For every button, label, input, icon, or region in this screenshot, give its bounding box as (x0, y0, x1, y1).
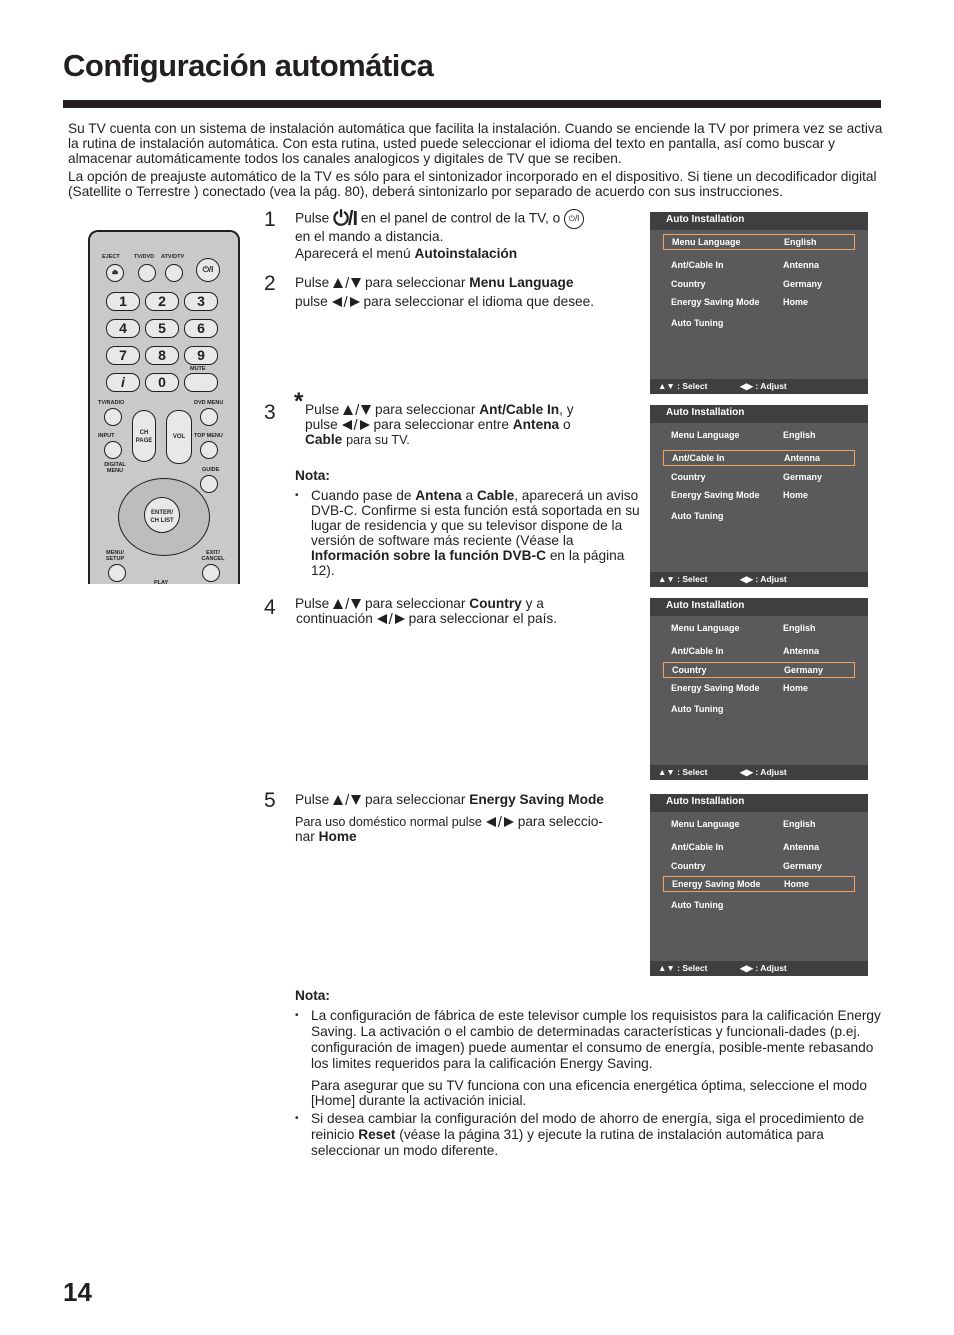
up-arrow-icon (343, 405, 353, 415)
down-arrow-icon (361, 405, 371, 415)
menu-row-value: Home (783, 683, 809, 693)
step-4-line-1: Pulse / para seleccionar Country y a (295, 595, 544, 613)
menu-row-label: Country (672, 665, 707, 675)
adjust-hint: ◀▶ : Adjust (740, 963, 787, 973)
tvdvd-label: TV/DVD (134, 254, 155, 260)
menu-row-label: Menu Language (672, 237, 741, 247)
page-number: 14 (63, 1277, 92, 1307)
menu-row[interactable] (663, 469, 855, 485)
menu-row[interactable] (663, 234, 855, 250)
menu-row[interactable] (663, 897, 855, 913)
topmenu-button[interactable] (200, 441, 218, 459)
menu-row-label: Ant/Cable In (671, 646, 724, 656)
menu-setup-label: MENU/ SETUP (105, 550, 125, 562)
down-arrow-icon (351, 795, 361, 805)
remote-power-button[interactable] (196, 258, 220, 282)
menu-title: Auto Installation (666, 214, 745, 225)
nota-1-bullet: • Cuando pase de Antena a Cable, aparecerá un aviso DVB-C. Confirme si esta función está soportada en su lugar de residencia y que su televisor dispone de la versión de software más reciente (Véase la Información sobre la función DVB-C en la página 12). (295, 488, 640, 578)
menu-row-label: Auto Tuning (671, 900, 724, 910)
menu-row-label: Menu Language (671, 430, 740, 440)
nota-2-title: Nota: (295, 988, 330, 1003)
menu-title: Auto Installation (666, 600, 745, 611)
num-button-7[interactable]: 7 (106, 346, 140, 365)
step-5-line-3: nar Home (295, 829, 357, 844)
left-arrow-icon (342, 420, 352, 430)
step-1-result: Aparecerá el menú Autoinstalación (295, 246, 518, 261)
step-2-line-1: Pulse / para seleccionar Menu Language (295, 274, 574, 292)
menu-row[interactable] (663, 508, 855, 524)
menu-row-label: Country (671, 861, 706, 871)
menu-footer (650, 572, 868, 587)
menu-row-label: Energy Saving Mode (671, 683, 760, 693)
menu-row-value: English (783, 623, 816, 633)
right-arrow-icon (350, 297, 360, 307)
menu-row-value: Antenna (783, 646, 819, 656)
chlist-label: CH LIST (150, 518, 174, 524)
num-button-6[interactable]: 6 (184, 319, 218, 338)
menu-header (650, 794, 868, 812)
menu-row[interactable] (663, 620, 855, 636)
dvdmenu-button[interactable] (200, 408, 218, 426)
left-arrow-icon (486, 817, 496, 827)
info-button[interactable]: i (106, 373, 140, 392)
menu-row-label: Energy Saving Mode (672, 879, 761, 889)
adjust-hint: ◀▶ : Adjust (740, 767, 787, 777)
menu-row-label: Auto Tuning (671, 704, 724, 714)
step-4-number: 4 (264, 596, 276, 619)
up-arrow-icon (333, 278, 343, 288)
topmenu-label: TOP MENU (194, 433, 223, 439)
menu-row[interactable] (663, 680, 855, 696)
nota-2-bullet-1: • La configuración de fábrica de este televisor cumple los requisistos para la calificación Energy Saving. La activación o el cambio de determinadas características y funcionali-dades (p.ej. configuración de imagen) puede aumentar el consumo de energía, posible-mente rebasando los limites requeridos para la calificación Energy Saving. (295, 1008, 881, 1071)
play-label: PLAY (154, 580, 169, 584)
menu-row-label: Country (671, 279, 706, 289)
menu-row-label: Ant/Cable In (671, 842, 724, 852)
right-arrow-icon (395, 614, 405, 624)
right-arrow-icon (504, 817, 514, 827)
ch-page-label: CH PAGE (135, 430, 153, 444)
step-1-text: Pulse ⏻/I en el panel de control de la TV, o ⏻/I en el mando a distancia. (295, 209, 584, 244)
bullet-dot: • (295, 1113, 299, 1124)
bullet-dot: • (295, 1010, 299, 1021)
menu-row-value: Germany (783, 861, 823, 871)
intro-paragraph-2: La opción de preajuste automático de la TV es sólo para el sintonizador incorporado en el dispositivo. Si tiene un decodificador digital (Satellite o Terrestre ) conectado (vea la pág. 80), deberá sintonizarlo por separado de acuerdo con sus instrucciones. (68, 169, 877, 199)
input-button[interactable] (104, 441, 122, 459)
menu-row[interactable] (663, 294, 855, 310)
guide-button[interactable] (200, 475, 218, 493)
digital-menu-label: DIGITAL MENU (104, 462, 126, 474)
eject-button[interactable] (106, 264, 124, 282)
menu-row-label: Auto Tuning (671, 318, 724, 328)
menu-row[interactable] (663, 701, 855, 717)
menu-row-value: Home (784, 879, 810, 889)
input-label: INPUT (98, 433, 115, 439)
menu-screen-1 (650, 212, 868, 394)
eject-label: EJECT (102, 254, 120, 260)
menu-row[interactable] (663, 276, 855, 292)
menu-row[interactable] (663, 876, 855, 892)
menu-row-value: English (783, 430, 816, 440)
menu-row[interactable] (663, 662, 855, 678)
menu-screen-3 (650, 598, 868, 780)
adjust-hint: ◀▶ : Adjust (740, 381, 787, 391)
volume-rocker[interactable] (166, 410, 192, 464)
menu-row-label: Menu Language (671, 623, 740, 633)
enter-label: ENTER/ (150, 510, 173, 516)
num-button-1[interactable]: 1 (106, 292, 140, 311)
menu-row-label: Auto Tuning (671, 511, 724, 521)
mute-button[interactable] (184, 373, 218, 392)
step-2-line-2: pulse / para seleccionar el idioma que desee. (295, 293, 595, 311)
menu-title: Auto Installation (666, 796, 745, 807)
tvradio-label: TV/RADIO (98, 400, 125, 406)
step-3-asterisk: * (294, 388, 304, 415)
up-arrow-icon (333, 795, 343, 805)
menu-row[interactable] (663, 487, 855, 503)
menu-row[interactable] (663, 643, 855, 659)
mute-label: MUTE (190, 366, 206, 372)
num-button-8[interactable]: 8 (145, 346, 179, 365)
dvdmenu-label: DVD MENU (194, 400, 224, 406)
menu-header (650, 598, 868, 616)
enter-button[interactable] (144, 497, 180, 533)
atvdtv-label: ATV/DTV (161, 254, 185, 260)
select-hint: ▲▼ : Select (658, 767, 708, 777)
menu-row[interactable] (663, 427, 855, 443)
step-3-line-3: Cable para su TV. (305, 432, 410, 447)
nota-2-paragraph: Para asegurar que su TV funciona con una eficencia energética óptima, seleccione el modo [Home] durante la activación inicial. (311, 1078, 867, 1108)
menu-row-value: Antenna (783, 260, 819, 270)
menu-row[interactable] (663, 816, 855, 832)
left-arrow-icon (377, 614, 387, 624)
num-button-4[interactable]: 4 (106, 319, 140, 338)
menu-header (650, 405, 868, 423)
menu-row-value: English (784, 237, 817, 247)
menu-setup-button[interactable] (108, 564, 126, 582)
menu-row-label: Ant/Cable In (671, 260, 724, 270)
menu-row-value: Germany (784, 665, 824, 675)
exit-cancel-button[interactable] (202, 564, 220, 582)
power-icon: ⏻/I (202, 265, 214, 274)
menu-row[interactable] (663, 315, 855, 331)
menu-row-label: Energy Saving Mode (671, 490, 760, 500)
tvdvd-button[interactable] (138, 264, 156, 282)
eject-icon: ⏏ (111, 269, 119, 276)
step-3-line-1: Pulse / para seleccionar Ant/Cable In, y (305, 401, 574, 419)
num-button-0[interactable]: 0 (145, 373, 179, 392)
select-hint: ▲▼ : Select (658, 574, 708, 584)
step-3-number: 3 (264, 401, 276, 424)
tvradio-button[interactable] (104, 408, 122, 426)
num-button-9[interactable]: 9 (184, 346, 218, 365)
intro-paragraph-1: Su TV cuenta con un sistema de instalación automática que facilita la instalación. Cuando se enciende la TV por primera vez se activa la rutina de instalación automática. Con esta rutina, usted puede seleccionar el idioma del texto en pantalla, así como buscar y almacenar automáticamente todos los canales analogicos y digitales de TV que se reciben. (68, 121, 883, 166)
step-5-number: 5 (264, 789, 276, 812)
remote-control (88, 230, 240, 584)
bullet-dot: • (295, 490, 299, 501)
menu-row-value: Germany (783, 279, 823, 289)
menu-screen-2 (650, 405, 868, 587)
menu-row[interactable] (663, 839, 855, 855)
step-5-line-1: Pulse / para seleccionar Energy Saving Mode (295, 791, 604, 809)
menu-row-label: Ant/Cable In (672, 453, 725, 463)
menu-row-label: Menu Language (671, 819, 740, 829)
menu-row-value: Antenna (783, 842, 819, 852)
menu-row-label: Country (671, 472, 706, 482)
num-button-2[interactable]: 2 (145, 292, 179, 311)
menu-row-value: Home (783, 297, 809, 307)
step-3-line-2: pulse / para seleccionar entre Antena o (305, 416, 571, 434)
remote-power-icon: ⏻/I (564, 209, 584, 229)
menu-title: Auto Installation (666, 407, 745, 418)
num-button-3[interactable]: 3 (184, 292, 218, 311)
power-icon: ⏻/I (333, 207, 357, 230)
menu-row-label: Energy Saving Mode (671, 297, 760, 307)
step-2-number: 2 (264, 272, 276, 295)
vol-label: VOL (172, 434, 186, 440)
atvdtv-button[interactable] (165, 264, 183, 282)
left-arrow-icon (332, 297, 342, 307)
down-arrow-icon (351, 599, 361, 609)
select-hint: ▲▼ : Select (658, 381, 708, 391)
nota-2-bullet-2: • Si desea cambiar la configuración del modo de ahorro de energía, siga el procedimiento de reinicio Reset (véase la página 31) y ejecute la rutina de instalación automática para seleccionar un modo diferente. (295, 1111, 865, 1158)
menu-row-value: Antenna (784, 453, 820, 463)
nota-1-title: Nota: (295, 468, 330, 483)
guide-label: GUIDE (202, 467, 220, 473)
adjust-hint: ◀▶ : Adjust (740, 574, 787, 584)
menu-screen-4 (650, 794, 868, 976)
menu-row[interactable] (663, 257, 855, 273)
menu-row[interactable] (663, 450, 855, 466)
menu-header (650, 212, 868, 230)
menu-row-value: Germany (783, 472, 823, 482)
menu-row-value: English (783, 819, 816, 829)
menu-footer (650, 961, 868, 976)
up-arrow-icon (333, 599, 343, 609)
select-hint: ▲▼ : Select (658, 963, 708, 973)
menu-footer (650, 765, 868, 780)
navigation-pad[interactable] (118, 478, 210, 556)
menu-row[interactable] (663, 858, 855, 874)
step-4-line-2: continuación / para seleccionar el país. (296, 610, 558, 628)
title-rule (63, 100, 881, 108)
step-1-number: 1 (264, 208, 276, 231)
down-arrow-icon (351, 278, 361, 288)
page-title: Configuración automática (63, 48, 434, 83)
menu-row-value: Home (783, 490, 809, 500)
right-arrow-icon (360, 420, 370, 430)
step-5-line-2: Para uso doméstico normal pulse / para seleccio- (295, 813, 603, 831)
exit-cancel-label: EXIT/ CANCEL (201, 550, 225, 562)
ch-page-rocker[interactable] (132, 410, 156, 462)
num-button-5[interactable]: 5 (145, 319, 179, 338)
menu-footer (650, 379, 868, 394)
